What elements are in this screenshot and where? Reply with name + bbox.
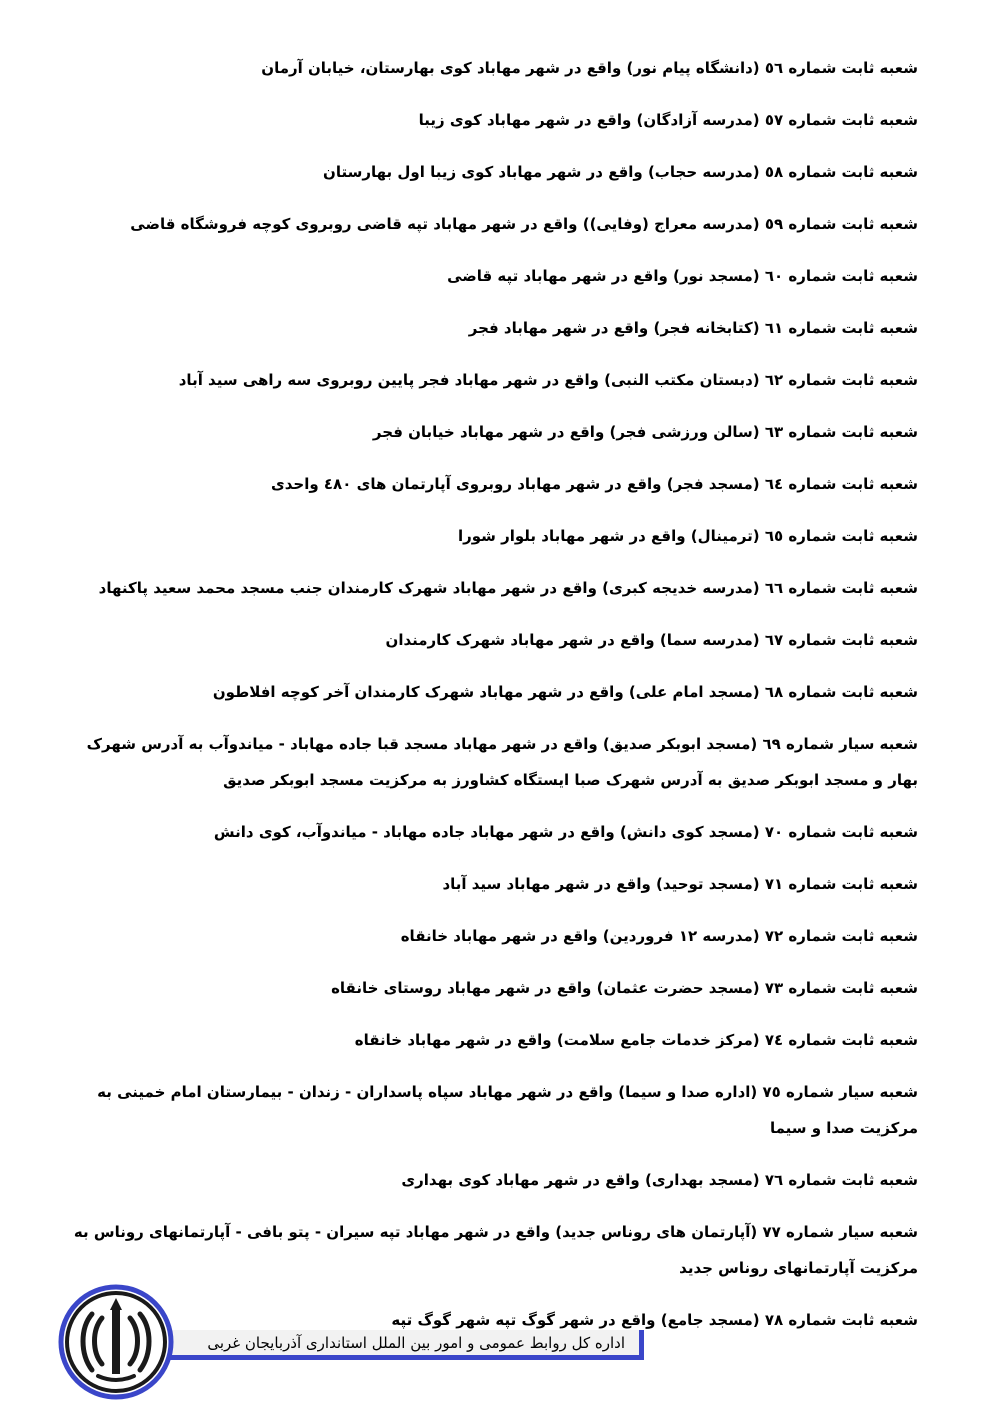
iran-emblem-icon	[58, 1284, 174, 1400]
list-item: شعبه ثابت شماره ٦٦ (مدرسه خدیجه کبری) واقع در شهر مهاباد شهرک کارمندان جنب مسجد محمد سعید پاکنهاد	[98, 579, 918, 597]
list-item: شعبه سیار شماره ٦٩ (مسجد ابوبکر صدیق) واقع در شهر مهاباد مسجد قبا جاده مهاباد - میاندوآب به آدرس شهرک بهار و مسجد ابوبکر صدیق به آدرس شهرک صبا ایستگاه کشاورز به مرکزیت مسجد ابوبکر صدیق	[86, 735, 918, 789]
list-item: شعبه ثابت شماره ٦١ (کتابخانه فجر) واقع در شهر مهاباد فجر	[468, 319, 918, 337]
list-item: شعبه ثابت شماره ٥٦ (دانشگاه پیام نور) واقع در شهر مهاباد کوی بهارستان، خیابان آرمان	[261, 59, 918, 77]
list-item: شعبه ثابت شماره ٦٧ (مدرسه سما) واقع در شهر مهاباد شهرک کارمندان	[385, 631, 918, 649]
list-item: شعبه ثابت شماره ٧٨ (مسجد جامع) واقع در شهر گوگ تپه شهر گوگ تپه	[391, 1311, 918, 1329]
footer-organization-text: اداره کل روابط عمومی و امور بین الملل استانداری آذربایجان غربی	[207, 1333, 625, 1352]
list-item: شعبه ثابت شماره ٥٨ (مدرسه حجاب) واقع در شهر مهاباد کوی زیبا اول بهارستان	[323, 163, 918, 181]
list-item: شعبه ثابت شماره ٥٩ (مدرسه معراج (وفایی)) واقع در شهر مهاباد تپه قاضی روبروی کوچه فروشگاه قاضی	[130, 215, 918, 233]
list-item: شعبه ثابت شماره ٦٤ (مسجد فجر) واقع در شهر مهاباد روبروی آپارتمان های ٤٨٠ واحدی	[270, 475, 918, 493]
list-item: شعبه سیار شماره ٧٥ (اداره صدا و سیما) واقع در شهر مهاباد سپاه پاسداران - زندان - بیمارستان امام خمینی به مرکزیت صدا و سیما	[97, 1083, 918, 1137]
list-item: شعبه ثابت شماره ٦٠ (مسجد نور) واقع در شهر مهاباد تپه قاضی	[447, 267, 918, 285]
list-item: شعبه ثابت شماره ٦٣ (سالن ورزشی فجر) واقع در شهر مهاباد خیابان فجر	[372, 423, 918, 441]
list-item: شعبه ثابت شماره ٧٣ (مسجد حضرت عثمان) واقع در شهر مهاباد روستای خانقاه	[331, 979, 918, 997]
footer-bar	[140, 1330, 644, 1360]
list-item: شعبه ثابت شماره ٦٥ (ترمینال) واقع در شهر مهاباد بلوار شورا	[457, 527, 918, 545]
list-item: شعبه ثابت شماره ٥٧ (مدرسه آزادگان) واقع در شهر مهاباد کوی زیبا	[418, 111, 918, 129]
list-item: شعبه ثابت شماره ٦٢ (دبستان مکتب النبی) واقع در شهر مهاباد فجر پایین روبروی سه راهی سید آباد	[178, 371, 918, 389]
list-item: شعبه ثابت شماره ٧٦ (مسجد بهداری) واقع در شهر مهاباد کوی بهداری	[401, 1171, 918, 1189]
election-branches-list	[70, 50, 918, 1354]
list-item: شعبه ثابت شماره ٧٤ (مرکز خدمات جامع سلامت) واقع در شهر مهاباد خانقاه	[354, 1031, 918, 1049]
list-item: شعبه ثابت شماره ٧٠ (مسجد کوی دانش) واقع در شهر مهاباد جاده مهاباد - میاندوآب، کوی دانش	[213, 823, 918, 841]
list-item: شعبه سیار شماره ٧٧ (آپارتمان های روناس جدید) واقع در شهر مهاباد تپه سیران - پتو بافی - آپارتمانهای روناس به مرکزیت آپارتمانهای روناس جدید	[73, 1223, 918, 1277]
list-item: شعبه ثابت شماره ٦٨ (مسجد امام علی) واقع در شهر مهاباد شهرک کارمندان آخر کوچه افلاطون	[212, 683, 918, 701]
list-item: شعبه ثابت شماره ٧٢ (مدرسه ١٢ فروردین) واقع در شهر مهاباد خانقاه	[400, 927, 918, 945]
list-item: شعبه ثابت شماره ٧١ (مسجد توحید) واقع در شهر مهاباد سید آباد	[442, 875, 918, 893]
